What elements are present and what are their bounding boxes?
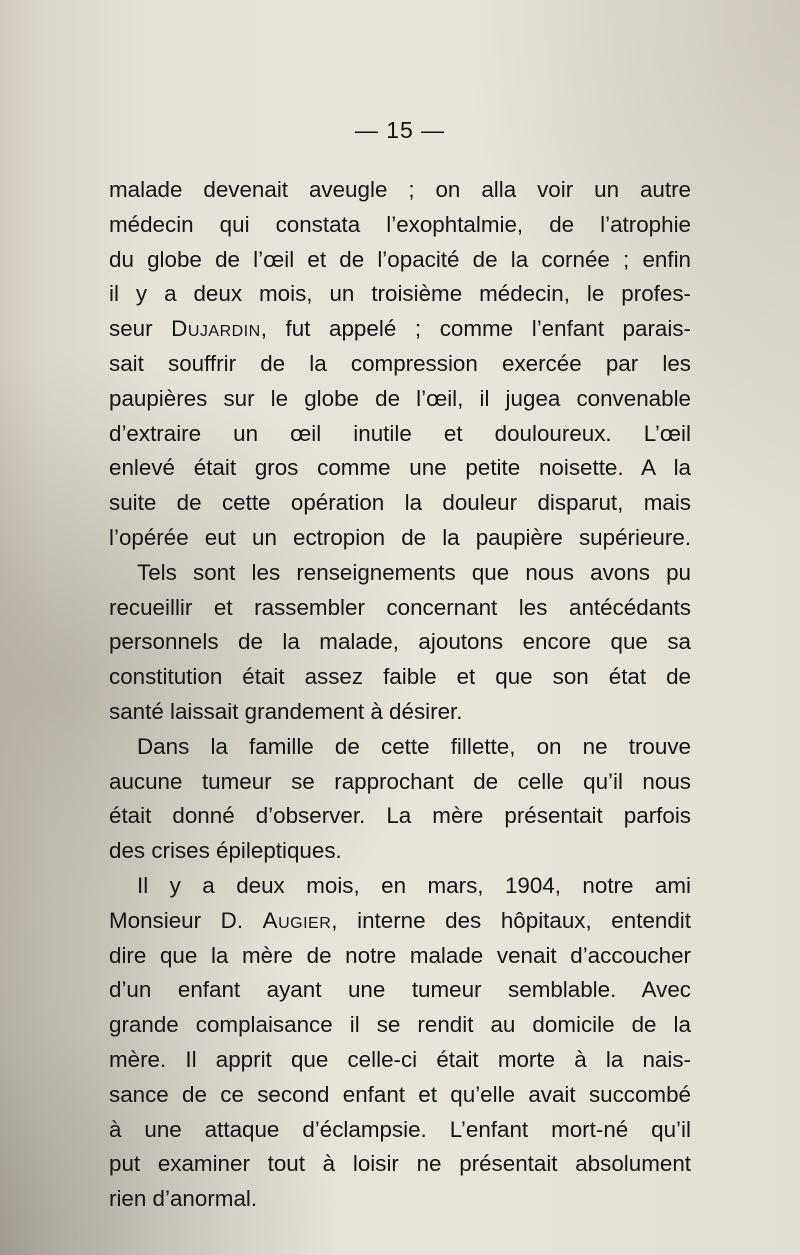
text-line: il y a deux mois, un troisième médecin, le profes- — [109, 281, 691, 307]
text-line: enlevé était gros comme une petite noisette. A la — [109, 455, 691, 481]
text-line: aucune tumeur se rapprochant de celle qu’il nous — [109, 768, 691, 794]
text-line: l’opérée eut un ectropion de la paupière supérieure. — [109, 524, 691, 550]
author-name-dujardin: Dujardin — [171, 316, 261, 342]
text-line: d’extraire un œil inutile et douloureux. L’œil — [109, 420, 691, 446]
text-line: Il y a deux mois, en mars, 1904, notre ami — [137, 872, 691, 898]
text-line: Tels sont les renseignements que nous avons pu — [137, 559, 691, 585]
text-line: des crises épileptiques. — [109, 838, 342, 864]
text-fragment: , fut appelé ; comme l’enfant parais- — [260, 316, 691, 342]
text-line: sance de ce second enfant et qu’elle avait succombé — [109, 1081, 691, 1107]
text-line: médecin qui constata l’exophtalmie, de l’atrophie — [109, 211, 691, 237]
text-line: malade devenait aveugle ; on alla voir un autre — [109, 177, 691, 202]
text-line: dire que la mère de notre malade venait d’accoucher — [109, 942, 691, 968]
text-line: paupières sur le globe de l’œil, il jugea convenable — [109, 385, 691, 411]
text-line: recueillir et rassembler concernant les antécédants — [109, 594, 691, 620]
text-line: Dans la famille de cette fillette, on ne trouve — [137, 733, 691, 759]
text-line: était donné d’observer. La mère présentait parfois — [109, 803, 691, 829]
text-line: rien d’anormal. — [109, 1186, 258, 1212]
text-fragment: Monsieur D. — [109, 907, 263, 933]
text-line — [109, 312, 691, 347]
body-text — [109, 173, 691, 1217]
page-number: — 15 — — [354, 117, 446, 143]
author-name-augier: Augier — [262, 907, 332, 933]
text-line: du globe de l’œil et de l’opacité de la cornée ; enfin — [109, 246, 691, 272]
text-line: personnels de la malade, ajoutons encore que sa — [109, 629, 691, 655]
text-line: mère. Il apprit que celle-ci était morte à la nais- — [109, 1046, 691, 1072]
text-line: grande complaisance il se rendit au domicile de la — [109, 1012, 691, 1038]
text-line: d’un enfant ayant une tumeur semblable. Avec — [109, 977, 691, 1003]
text-line: santé laissait grandement à désirer. — [109, 698, 463, 724]
text-line: sait souffrir de la compression exercée par les — [109, 350, 691, 376]
text-fragment: , interne des hôpitaux, entendit — [331, 907, 691, 933]
text-line — [109, 904, 691, 939]
text-line: put examiner tout à loisir ne présentait absolument — [109, 1151, 691, 1177]
text-line: à une attaque d’éclampsie. L’enfant mort-né qu’il — [109, 1116, 691, 1142]
text-fragment: seur — [109, 316, 172, 342]
text-line: constitution était assez faible et que son état de — [109, 664, 691, 690]
text-line: suite de cette opération la douleur disparut, mais — [109, 490, 691, 516]
